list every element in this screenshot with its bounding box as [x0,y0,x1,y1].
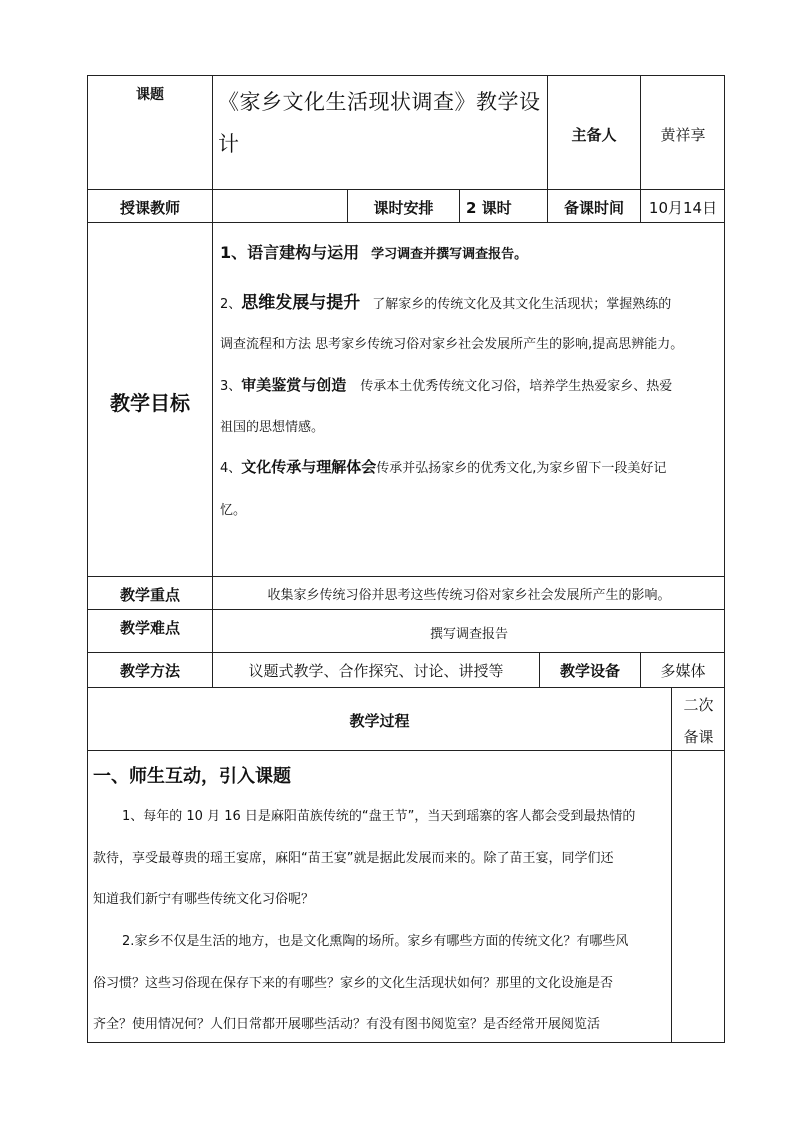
schedule-label: 课时安排 [373,199,434,217]
lesson-title-cont: 计 [218,132,239,156]
col-divider [459,189,460,222]
objective-text: 学习调查并撰写调查报告。 [371,247,528,262]
equipment-label: 教学设备 [559,662,620,680]
key-points-value: 收集家乡传统习俗并思考这些传统习俗对家乡社会发展所产生的影响。 [267,588,671,603]
row-divider [87,609,725,610]
objective-num: 1、 [220,243,248,262]
objective-text: 了解家乡的传统文化及其文化生活现状；掌握熟练的 [372,297,672,312]
second-prep-label-cont: 备课 [683,728,714,746]
objective-item-2 [220,288,671,313]
objective-heading: 语言建构与运用 [247,243,360,262]
objective-item-4 [220,456,666,477]
methods-value: 议题式教学、合作探究、讨论、讲授等 [248,662,504,680]
row-divider [87,189,725,190]
objective-num: 3、 [220,379,242,394]
lesson-title: 《家乡文化生活现状调查》教学设 [218,90,541,114]
paragraph-line: 2.家乡不仅是生活的地方，也是文化熏陶的场所。家乡有哪些方面的传统文化？有哪些风 [122,934,629,949]
methods-label: 教学方法 [119,662,180,680]
prep-time-value: 10月14日 [648,199,718,217]
paragraph-line: 知道我们新宁有哪些传统文化习俗呢？ [93,892,315,907]
objective-item-3 [220,374,672,395]
paragraph-line: 款待，享受最尊贵的瑶王宴席，麻阳“苗王宴”就是据此发展而来的。除了苗王宴，同学们还 [93,851,614,866]
objective-heading: 文化传承与理解体会 [241,458,377,476]
topic-label: 课题 [136,87,164,103]
second-prep-label: 二次 [683,696,714,714]
objective-num: 4、 [220,461,242,476]
section-heading: 一、师生互动，引入课题 [93,766,291,787]
key-points-label: 教学重点 [119,586,180,604]
equipment-value: 多媒体 [660,662,706,680]
objective-item-1 [220,240,527,263]
objective-text: 传承本土优秀传统文化习俗，培养学生热爱家乡、热爱 [360,379,673,394]
row-divider [87,750,725,751]
objective-heading: 思维发展与提升 [241,293,361,313]
difficulties-label: 教学难点 [119,619,180,637]
prep-time-label: 备课时间 [563,199,624,217]
objective-heading: 审美鉴赏与创造 [241,376,347,394]
objective-num: 2、 [220,297,242,312]
row-divider [87,222,725,223]
objectives-label: 教学目标 [110,391,190,415]
paragraph-line: 俗习惯？这些习俗现在保存下来的有哪些？家乡的文化生活现状如何？那里的文化设施是否 [93,976,614,991]
objective-text: 传承并弘扬家乡的优秀文化,为家乡留下一段美好记 [376,461,667,476]
row-divider [87,687,725,688]
preparer-label: 主备人 [571,126,617,144]
objective-text-cont: 祖国的思想情感。 [220,420,325,435]
teacher-label: 授课教师 [119,199,180,217]
process-label: 教学过程 [349,712,410,730]
difficulties-value: 撰写调查报告 [429,627,508,642]
objective-text-cont: 调查流程和方法 思考家乡传统习俗对家乡社会发展所产生的影响,提高思辨能力。 [220,337,684,352]
paragraph-line: 1、每年的 10 月 16 日是麻阳苗族传统的“盘王节”，当天到瑶寨的客人都会受到最热情的 [122,809,636,824]
paragraph-line: 齐全？使用情况何？人们日常都开展哪些活动？有没有图书阅览室？是否经常开展阅览活 [93,1017,601,1032]
row-divider [87,576,725,577]
preparer-name: 黄祥享 [660,126,706,144]
row-divider [87,652,725,653]
objective-text-cont: 忆。 [220,503,247,518]
schedule-value: 2 课时 [466,199,512,217]
